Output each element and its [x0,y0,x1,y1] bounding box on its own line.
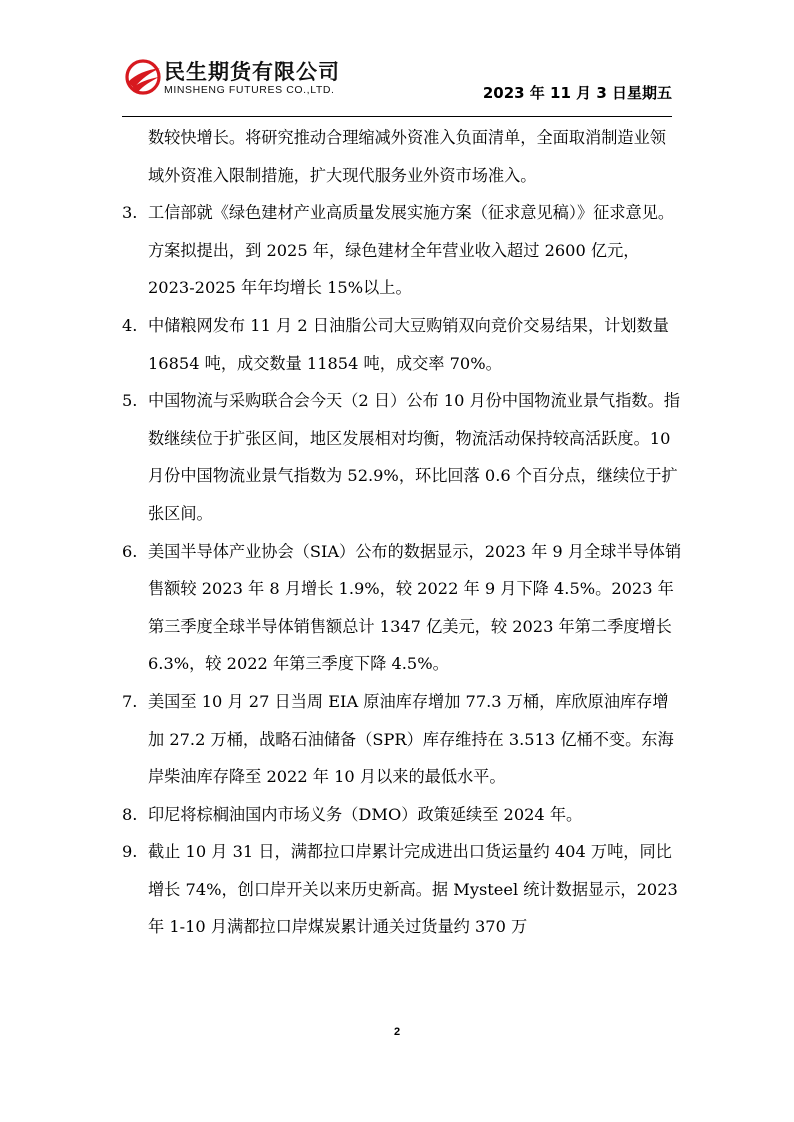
company-logo [122,54,362,100]
list-item-text: 中储粮网发布 11 月 2 日油脂公司大豆购销双向竞价交易结果，计划数量 16854 吨，成交数量 11854 吨，成交率 70%。 [148,315,669,373]
list-item-number: 9. [122,842,138,862]
minsheng-logo-icon [122,58,164,96]
company-name-cn: 民生期货有限公司 [164,60,340,84]
list-item-text: 美国半导体产业协会（SIA）公布的数据显示，2023 年 9 月全球半导体销售额较 2023 年 8 月增长 1.9%，较 2022 年 9 月下降 4.5%。2023 年第三季度全球半导体销售额总计 1347 亿美元，较 2023 年第二季度增长 6.3%，较 2022 年第三季度下降 4.5%。 [148,541,682,674]
list-item-text: 美国至 10 月 27 日当周 EIA 原油库存增加 77.3 万桶，库欣原油库存增加 27.2 万桶，战略石油储备（SPR）库存维持在 3.513 亿桶不变。东海岸柴油库存降至 2022 年 10 月以来的最低水平。 [148,691,674,787]
list-item-number: 7. [122,691,138,711]
list-item [122,307,682,382]
list-item-number: 8. [122,804,138,824]
list-item [122,194,682,307]
list-item-text: 工信部就《绿色建材产业高质量发展实施方案（征求意见稿）》征求意见。方案拟提出，到 2025 年，绿色建材全年营业收入超过 2600 亿元，2023-2025 年年均增长 15%以上。 [148,203,675,298]
list-item-number: 5. [122,391,138,411]
page-number: 2 [393,1026,401,1038]
list-item [122,796,682,834]
list-item-number: 6. [122,541,138,561]
page-header [122,50,672,118]
report-body [122,119,682,946]
list-item-text: 截止 10 月 31 日，满都拉口岸累计完成进出口货运量约 404 万吨，同比增长 74%，创口岸开关以来历史新高。据 Mysteel 统计数据显示，2023 年 1-10 月满都拉口岸煤炭累计通关过货量约 370 万 [148,842,678,937]
list-item-text: 印尼将棕榈油国内市场义务（DMO）政策延续至 2024 年。 [148,804,583,824]
list-item [122,382,682,532]
continued-paragraph: 数较快增长。将研究推动合理缩减外资准入负面清单，全面取消制造业领域外资准入限制措施，扩大现代服务业外资市场准入。 [148,128,666,185]
list-item-number: 4. [122,315,138,335]
report-date: 2023 年 11 月 3 日星期五 [482,84,672,102]
list-item-text: 中国物流与采购联合会今天（2 日）公布 10 月份中国物流业景气指数。指数继续位于扩张区间，地区发展相对均衡，物流活动保持较高活跃度。10 月份中国物流业景气指数为 52.9%，环比回落 0.6 个百分点，继续位于扩张区间。 [148,391,680,523]
list-item [122,533,682,683]
list-item-number: 3. [122,203,138,223]
list-item [122,833,682,946]
list-item [122,683,682,796]
company-name-en: MINSHENG FUTURES CO.,LTD. [164,84,335,96]
header-divider [122,116,672,117]
